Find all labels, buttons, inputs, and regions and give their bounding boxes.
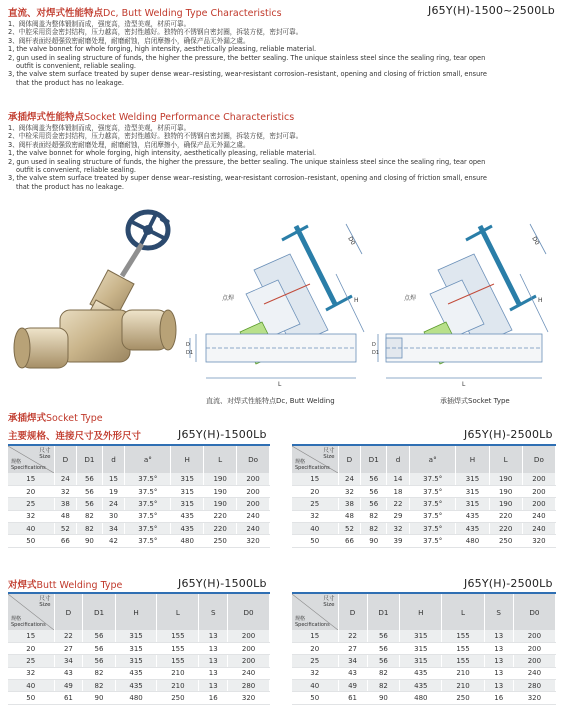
table-cell: 16: [199, 692, 228, 704]
table-cell: 48: [54, 510, 77, 522]
table-cell: 200: [522, 473, 555, 485]
model-range-title: J65Y(H)-1500~2500Lb: [428, 4, 555, 17]
d-label: D: [186, 342, 190, 348]
table-cell: 250: [489, 535, 522, 547]
column-header: L: [489, 446, 522, 473]
corner-size-label: 尺寸 Size: [39, 448, 51, 460]
corner-size-label: 尺寸 Size: [323, 448, 335, 460]
table-cell: 190: [204, 473, 237, 485]
table-cell: 13: [484, 642, 513, 654]
table-row: [292, 510, 556, 522]
table-cell: 82: [367, 680, 400, 692]
desc-line: outfit is convenient, reliable sealing.: [16, 62, 136, 71]
table-cell: 13: [484, 655, 513, 667]
desc-line: 1, the valve bonnet for whole forging, high intensity, aesthetically pleasing, reliable material.: [8, 149, 317, 158]
table-cell: 315: [171, 473, 204, 485]
column-header: S: [199, 594, 228, 630]
table-cell: 250: [204, 535, 237, 547]
table-cell: 56: [77, 485, 102, 497]
table-cell: 52: [338, 523, 361, 535]
table-row: [292, 667, 556, 679]
table-cell: 82: [361, 510, 387, 522]
table-cell: 435: [115, 667, 157, 679]
table-cell: 435: [171, 523, 204, 535]
column-header: Do: [237, 446, 270, 473]
table-cell: 90: [367, 692, 400, 704]
column-header: L: [442, 594, 484, 630]
table-row: [8, 655, 270, 667]
table-cell: 210: [157, 680, 199, 692]
column-header: H: [171, 446, 204, 473]
table-cell: 37.5°: [125, 485, 171, 497]
table-cell: 155: [157, 655, 199, 667]
table-cell: 38: [54, 498, 77, 510]
table-cell: 13: [199, 655, 228, 667]
butt-welding-drawing: [186, 214, 376, 394]
table-cell: 155: [157, 630, 199, 642]
heading-cn: 对焊式: [8, 580, 37, 591]
table-row: [8, 485, 270, 497]
butt-1500-title: J65Y(H)-1500Lb: [178, 577, 267, 590]
l-label: L: [278, 381, 282, 388]
table-cell: 220: [204, 523, 237, 535]
d0-label: D0: [530, 235, 541, 247]
table-cell: 240: [237, 523, 270, 535]
table-cell: 25: [292, 655, 338, 667]
table-cell: 200: [237, 485, 270, 497]
table-cell: 34: [338, 655, 367, 667]
table-cell: 200: [237, 498, 270, 510]
table-row: [8, 680, 270, 692]
butt-1500-table: [8, 594, 270, 705]
column-header: D0: [228, 594, 270, 630]
table-cell: 240: [513, 667, 555, 679]
table-cell: 48: [338, 510, 361, 522]
table-cell: 190: [204, 485, 237, 497]
desc-line: that the product has no leakage.: [16, 78, 124, 87]
heading-en: Dc, Butt Welding Type Characteristics: [103, 8, 282, 19]
table-cell: 14: [387, 473, 410, 485]
table-cell: 40: [292, 680, 338, 692]
table-cell: 15: [8, 630, 54, 642]
valve-photo: [10, 200, 190, 392]
butt-characteristics-text: [8, 20, 558, 87]
d1-label: D1: [186, 350, 194, 356]
header-corner-cell: [292, 594, 338, 630]
corner-size-label: 尺寸 Size: [323, 596, 335, 608]
table-cell: 37.5°: [409, 510, 455, 522]
table-cell: 250: [157, 692, 199, 704]
weld-label: 点焊: [222, 295, 235, 302]
table-cell: 37.5°: [409, 523, 455, 535]
table-cell: 56: [361, 498, 387, 510]
corner-size-label: 尺寸 Size: [39, 596, 51, 608]
table-row: [292, 535, 556, 547]
table-cell: 13: [199, 680, 228, 692]
table-cell: 22: [338, 630, 367, 642]
desc-line: outfit is convenient, reliable sealing.: [16, 166, 136, 175]
column-header: D: [338, 594, 367, 630]
table-cell: 190: [489, 485, 522, 497]
table-cell: 315: [400, 630, 442, 642]
table-cell: 210: [442, 680, 484, 692]
table-cell: 315: [456, 485, 489, 497]
table-cell: 20: [292, 642, 338, 654]
table-cell: 220: [489, 510, 522, 522]
h-label: H: [354, 297, 359, 304]
table-cell: 25: [292, 498, 338, 510]
socket-characteristics-heading: [8, 109, 294, 123]
table-cell: 315: [171, 485, 204, 497]
header-corner-cell: [292, 446, 338, 473]
table-cell: 32: [292, 667, 338, 679]
heading-cn: 承插焊式: [8, 413, 47, 424]
table-cell: 15: [292, 630, 338, 642]
table-cell: 280: [228, 680, 270, 692]
table-cell: 56: [83, 642, 115, 654]
table-cell: 15: [292, 473, 338, 485]
table-cell: 24: [102, 498, 125, 510]
desc-line: 1、阀体阀盖为整体锻制而成，强度高，造型美观，材质可靠。: [8, 20, 191, 28]
table-cell: 315: [400, 642, 442, 654]
table-cell: 15: [8, 473, 54, 485]
table-cell: 13: [484, 630, 513, 642]
table-row: [292, 692, 556, 704]
table-cell: 200: [228, 642, 270, 654]
column-header: D1: [361, 446, 387, 473]
table-cell: 480: [171, 535, 204, 547]
table-cell: 34: [54, 655, 83, 667]
table-cell: 37.5°: [409, 485, 455, 497]
table-cell: 190: [489, 498, 522, 510]
table-cell: 435: [115, 680, 157, 692]
desc-line: 2、中检采用资金密封结构，压力越高，密封性越好。独特的不锈钢自密封圈，拆装方便，密封可靠。: [8, 132, 303, 141]
table-cell: 315: [400, 655, 442, 667]
table-cell: 56: [361, 485, 387, 497]
table-cell: 22: [387, 498, 410, 510]
table-cell: 43: [338, 667, 367, 679]
column-header: D1: [83, 594, 115, 630]
desc-line: 3、阀杆表面经超强致密耐磨处理，耐磨耐蚀，启闭摩擦小，确保产品无外漏之虞。: [8, 140, 250, 149]
table-cell: 37.5°: [409, 498, 455, 510]
table-cell: 240: [522, 523, 555, 535]
table-cell: 40: [8, 523, 54, 535]
table-cell: 480: [115, 692, 157, 704]
heading-en: Socket Welding Performance Characteristics: [84, 112, 295, 123]
table-cell: 27: [338, 642, 367, 654]
column-header: D: [54, 594, 83, 630]
table-cell: 190: [204, 498, 237, 510]
table-cell: 20: [8, 485, 54, 497]
table-cell: 24: [54, 473, 77, 485]
desc-line: 1、阀体阀盖为整体锻制而成，强度高，造型美观，材质可靠。: [8, 124, 191, 132]
table-cell: 240: [522, 510, 555, 522]
table-cell: 155: [442, 655, 484, 667]
table-cell: 82: [361, 523, 387, 535]
table-cell: 66: [54, 535, 77, 547]
desc-line: 2, gun used in sealing structure of funds, the higher the pressure, the better sealing. The unique stainless steel since the sealing ring, tear open: [8, 53, 486, 62]
socket-characteristics-text: [8, 124, 558, 191]
table-cell: 13: [199, 630, 228, 642]
butt-2500-table: [292, 594, 556, 705]
table-cell: 37.5°: [125, 523, 171, 535]
header-corner-cell: [8, 594, 54, 630]
d-label: D: [372, 342, 376, 348]
socket-2500-title: J65Y(H)-2500Lb: [464, 428, 553, 441]
table-cell: 200: [513, 642, 555, 654]
d1-label: D1: [372, 350, 380, 356]
table-cell: 38: [338, 498, 361, 510]
table-cell: 320: [522, 535, 555, 547]
table-cell: 315: [115, 630, 157, 642]
column-header: d: [387, 446, 410, 473]
specs-heading: 主要规格、连接尺寸及外形尺寸: [8, 431, 142, 442]
table-row: [8, 630, 270, 642]
socket-2500-table: [292, 446, 556, 548]
table-cell: 315: [171, 498, 204, 510]
table-cell: 32: [338, 485, 361, 497]
column-header: S: [484, 594, 513, 630]
socket-type-heading: [8, 410, 103, 424]
heading-cn: 直流、对焊式性能特点: [8, 8, 104, 19]
d0-label: D0: [346, 235, 357, 247]
table-row: [292, 473, 556, 485]
table-cell: 90: [77, 535, 102, 547]
weld-label: 点焊: [404, 295, 417, 302]
table-cell: 82: [83, 667, 115, 679]
table-cell: 82: [83, 680, 115, 692]
table-cell: 190: [489, 473, 522, 485]
table-cell: 250: [442, 692, 484, 704]
table-cell: 56: [367, 642, 400, 654]
column-header: a°: [409, 446, 455, 473]
column-header: a°: [125, 446, 171, 473]
table-cell: 200: [228, 630, 270, 642]
table-cell: 82: [77, 523, 102, 535]
table-cell: 220: [489, 523, 522, 535]
heading-en: Socket Type: [46, 413, 103, 424]
column-header: D: [338, 446, 361, 473]
table-row: [292, 630, 556, 642]
table-cell: 42: [102, 535, 125, 547]
desc-line: 3, the valve stem surface treated by super dense wear–resisting, wear-resistant corrosion–resistant, opening and closing of friction small, ensure: [8, 174, 487, 183]
table-cell: 32: [54, 485, 77, 497]
column-header: D: [54, 446, 77, 473]
table-cell: 32: [387, 523, 410, 535]
table-cell: 56: [77, 498, 102, 510]
column-header: D1: [77, 446, 102, 473]
table-cell: 220: [204, 510, 237, 522]
table-cell: 155: [442, 630, 484, 642]
corner-spec-label: 规格 Specifications: [295, 616, 330, 628]
table-row: [8, 642, 270, 654]
table-cell: 56: [361, 473, 387, 485]
table-cell: 32: [8, 667, 54, 679]
table-cell: 155: [442, 642, 484, 654]
column-header: D1: [367, 594, 400, 630]
column-header: H: [115, 594, 157, 630]
corner-spec-label: 规格 Specifications: [11, 459, 46, 471]
table-cell: 50: [292, 692, 338, 704]
column-header: H: [456, 446, 489, 473]
table-cell: 50: [292, 535, 338, 547]
table-cell: 20: [8, 642, 54, 654]
table-cell: 320: [228, 692, 270, 704]
socket-drawing-caption: 承插焊式Socket Type: [440, 397, 510, 405]
table-row: [292, 680, 556, 692]
table-cell: 13: [199, 667, 228, 679]
desc-line: 1, the valve bonnet for whole forging, high intensity, aesthetically pleasing, reliable material.: [8, 45, 317, 54]
table-cell: 82: [367, 667, 400, 679]
butt-drawing-caption: 直流、对焊式性能特点Dc, Butt Welding: [206, 397, 335, 405]
table-cell: 61: [54, 692, 83, 704]
table-cell: 435: [400, 680, 442, 692]
table-cell: 25: [8, 655, 54, 667]
table-cell: 40: [8, 680, 54, 692]
butt-type-heading: [8, 577, 122, 591]
h-label: H: [538, 297, 543, 304]
corner-spec-label: 规格 Specifications: [11, 616, 46, 628]
table-cell: 37.5°: [125, 498, 171, 510]
table-cell: 61: [338, 692, 367, 704]
table-cell: 30: [102, 510, 125, 522]
table-cell: 39: [387, 535, 410, 547]
table-cell: 43: [54, 667, 83, 679]
table-cell: 320: [513, 692, 555, 704]
table-row: [292, 655, 556, 667]
table-cell: 435: [456, 523, 489, 535]
table-cell: 37.5°: [125, 510, 171, 522]
table-cell: 200: [522, 498, 555, 510]
table-cell: 32: [292, 510, 338, 522]
table-cell: 56: [367, 655, 400, 667]
table-cell: 155: [157, 642, 199, 654]
table-cell: 56: [83, 655, 115, 667]
table-row: [292, 523, 556, 535]
table-cell: 56: [77, 473, 102, 485]
column-header: D0: [513, 594, 555, 630]
table-cell: 82: [77, 510, 102, 522]
table-cell: 37.5°: [409, 535, 455, 547]
socket-1500-title: J65Y(H)-1500Lb: [178, 428, 267, 441]
column-header: Do: [522, 446, 555, 473]
desc-line: 2, gun used in sealing structure of funds, the higher the pressure, the better sealing. The unique stainless steel since the sealing ring, tear open: [8, 157, 486, 166]
desc-line: 3、阀杆表面经超强致密耐磨处理，耐磨耐蚀，启闭摩擦小，确保产品无外漏之虞。: [8, 36, 250, 45]
table-cell: 480: [456, 535, 489, 547]
table-cell: 315: [115, 642, 157, 654]
table-cell: 49: [54, 680, 83, 692]
table-cell: 435: [400, 667, 442, 679]
table-row: [292, 642, 556, 654]
table-cell: 37.5°: [125, 473, 171, 485]
desc-line: 2、中腔采用资金密封结构，压力越高，密封性越好。独特的不锈钢自密封圈，拆装方便，密封可靠。: [8, 28, 303, 37]
table-cell: 22: [54, 630, 83, 642]
table-cell: 24: [338, 473, 361, 485]
table-cell: 200: [522, 485, 555, 497]
table-cell: 13: [484, 667, 513, 679]
table-row: [8, 510, 270, 522]
table-cell: 240: [228, 667, 270, 679]
table-cell: 29: [387, 510, 410, 522]
table-cell: 56: [367, 630, 400, 642]
column-header: d: [102, 446, 125, 473]
table-cell: 16: [484, 692, 513, 704]
table-cell: 50: [8, 535, 54, 547]
table-row: [8, 692, 270, 704]
table-cell: 13: [199, 642, 228, 654]
table-row: [8, 667, 270, 679]
table-cell: 90: [83, 692, 115, 704]
table-cell: 52: [54, 523, 77, 535]
table-cell: 315: [456, 498, 489, 510]
table-cell: 200: [228, 655, 270, 667]
table-row: [8, 535, 270, 547]
table-cell: 25: [8, 498, 54, 510]
table-cell: 49: [338, 680, 367, 692]
table-cell: 315: [456, 473, 489, 485]
table-cell: 315: [115, 655, 157, 667]
table-row: [8, 473, 270, 485]
column-header: L: [204, 446, 237, 473]
table-cell: 18: [387, 485, 410, 497]
table-row: [292, 498, 556, 510]
column-header: H: [400, 594, 442, 630]
table-cell: 200: [513, 655, 555, 667]
table-cell: 435: [171, 510, 204, 522]
table-cell: 210: [442, 667, 484, 679]
table-cell: 280: [513, 680, 555, 692]
table-cell: 50: [8, 692, 54, 704]
table-cell: 66: [338, 535, 361, 547]
table-cell: 240: [237, 510, 270, 522]
table-cell: 200: [237, 473, 270, 485]
table-row: [8, 523, 270, 535]
table-cell: 210: [157, 667, 199, 679]
table-cell: 480: [400, 692, 442, 704]
table-row: [8, 498, 270, 510]
header-corner-cell: [8, 446, 54, 473]
heading-cn: 承插焊式性能特点: [8, 112, 85, 123]
column-header: L: [157, 594, 199, 630]
table-cell: 19: [102, 485, 125, 497]
butt-2500-title: J65Y(H)-2500Lb: [464, 577, 553, 590]
table-cell: 56: [83, 630, 115, 642]
table-cell: 34: [102, 523, 125, 535]
socket-1500-table: [8, 446, 270, 548]
corner-spec-label: 规格 Specifications: [295, 459, 330, 471]
table-cell: 435: [456, 510, 489, 522]
table-cell: 90: [361, 535, 387, 547]
table-row: [292, 485, 556, 497]
socket-welding-drawing: [372, 214, 560, 394]
table-cell: 13: [484, 680, 513, 692]
table-cell: 37.5°: [125, 535, 171, 547]
butt-characteristics-heading: [8, 5, 282, 19]
table-cell: 27: [54, 642, 83, 654]
l-label: L: [462, 381, 466, 388]
desc-line: that the product has no leakage.: [16, 182, 124, 191]
table-cell: 20: [292, 485, 338, 497]
table-cell: 15: [102, 473, 125, 485]
table-cell: 40: [292, 523, 338, 535]
table-cell: 32: [8, 510, 54, 522]
heading-en: Butt Welding Type: [36, 580, 123, 591]
table-cell: 37.5°: [409, 473, 455, 485]
table-cell: 320: [237, 535, 270, 547]
table-cell: 200: [513, 630, 555, 642]
desc-line: 3, the valve stem surface treated by super dense wear–resisting, wear-resistant corrosion–resistant, opening and closing of friction small, ensure: [8, 70, 487, 79]
